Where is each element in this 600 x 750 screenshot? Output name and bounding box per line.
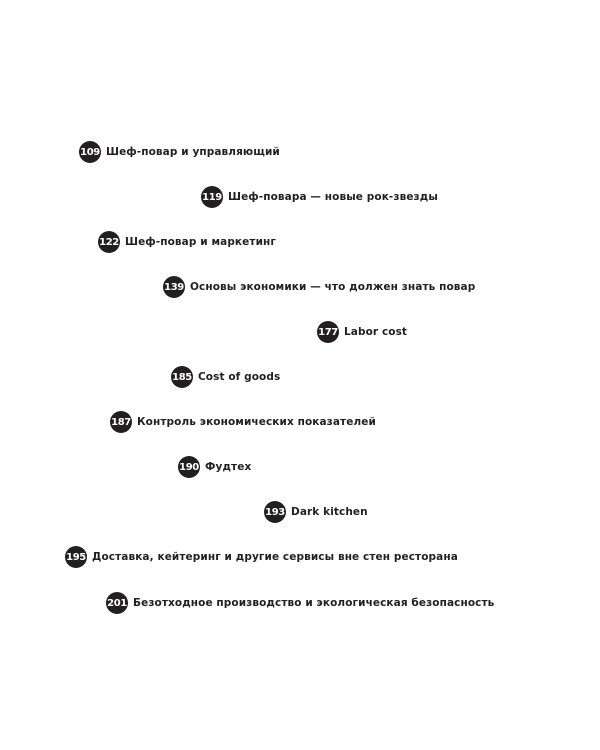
chapter-title: Labor cost [344, 326, 408, 338]
chapter-title: Основы экономики — что должен знать повар [190, 281, 476, 293]
toc-entry[interactable] [178, 455, 251, 479]
chapter-title: Контроль экономических показателей [137, 416, 376, 428]
toc-entry[interactable] [106, 591, 494, 615]
toc-entry[interactable] [201, 185, 438, 209]
toc-entry[interactable] [98, 230, 276, 254]
page-number-badge: 109 [79, 141, 101, 163]
page-number-badge: 139 [163, 276, 185, 298]
toc-entry[interactable] [171, 365, 280, 389]
toc-entry[interactable] [317, 320, 407, 344]
chapter-title: Шеф-повар и управляющий [106, 146, 280, 158]
chapter-title: Безотходное производство и экологическая безопасность [133, 597, 495, 609]
chapter-title: Dark kitchen [291, 506, 368, 518]
toc-entry[interactable] [163, 275, 475, 299]
chapter-title: Фудтех [205, 461, 252, 473]
page-number-badge: 201 [106, 592, 128, 614]
page-number-badge: 119 [201, 186, 223, 208]
chapter-title: Шеф-повар и маркетинг [125, 236, 276, 248]
toc-entry[interactable] [65, 545, 458, 569]
chapter-title: Cost of goods [198, 371, 281, 383]
toc-entry[interactable] [110, 410, 376, 434]
page-number-badge: 193 [264, 501, 286, 523]
chapter-title: Доставка, кейтеринг и другие сервисы вне стен ресторана [92, 551, 458, 563]
page-number-badge: 190 [178, 456, 200, 478]
page-number-badge: 177 [317, 321, 339, 343]
toc-entry[interactable] [264, 500, 368, 524]
chapter-title: Шеф-повара — новые рок-звезды [228, 191, 438, 203]
page-number-badge: 185 [171, 366, 193, 388]
page-number-badge: 187 [110, 411, 132, 433]
toc-entry[interactable] [79, 140, 280, 164]
page-number-badge: 195 [65, 546, 87, 568]
page-number-badge: 122 [98, 231, 120, 253]
